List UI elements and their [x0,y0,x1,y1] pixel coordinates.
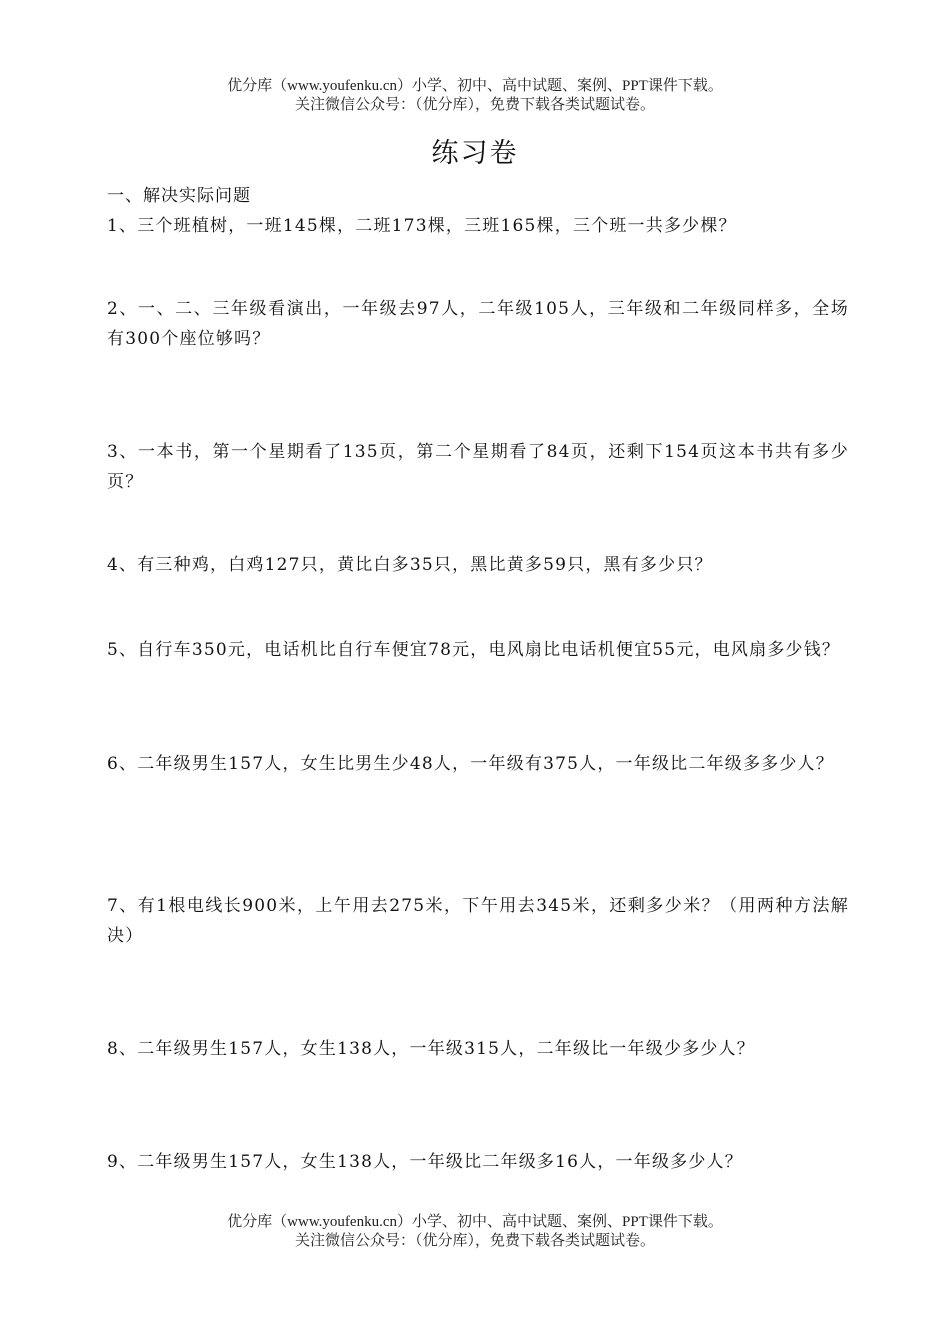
question-1: 1、三个班植树，一班145棵，二班173棵，三班165棵，三个班一共多少棵？ [107,216,737,236]
question-9: 9、二年级男生157人，女生138人，一年级比二年级多16人，一年级多少人？ [107,1152,743,1172]
header-line-1: 优分库（www.youfenku.cn）小学、初中、高中试题、案例、PPT课件下载。 [227,78,723,94]
question-4: 4、有三种鸡，白鸡127只，黄比白多35只，黑比黄多59只，黑有多少只？ [107,555,713,575]
question-6: 6、二年级男生157人，女生比男生少48人，一年级有375人，一年级比二年级多多少人？ [107,754,834,774]
question-8: 8、二年级男生157人，女生138人，一年级315人，二年级比一年级少多少人？ [107,1039,755,1059]
question-7: 7、有1根电线长900米，上午用去275米，下午用去345米，还剩多少米？（用两种方法解决） [107,896,849,946]
footer-line-2: 关注微信公众号：（优分库），免费下载各类试题试卷。 [294,1233,655,1249]
header-line-2: 关注微信公众号：（优分库），免费下载各类试题试卷。 [294,97,655,113]
page-title: 练习卷 [431,138,519,169]
question-3: 3、一本书，第一个星期看了135页，第二个星期看了84页，还剩下154页这本书共有多少页？ [107,442,849,492]
section-heading: 一、解决实际问题 [107,186,251,206]
footer-line-1: 优分库（www.youfenku.cn）小学、初中、高中试题、案例、PPT课件下载。 [227,1214,723,1230]
question-5: 5、自行车350元，电话机比自行车便宜78元，电风扇比电话机便宜55元，电风扇多少钱？ [107,640,841,660]
question-2: 2、一、二、三年级看演出，一年级去97人，二年级105人，三年级和二年级同样多，全场有300个座位够吗？ [107,299,849,349]
